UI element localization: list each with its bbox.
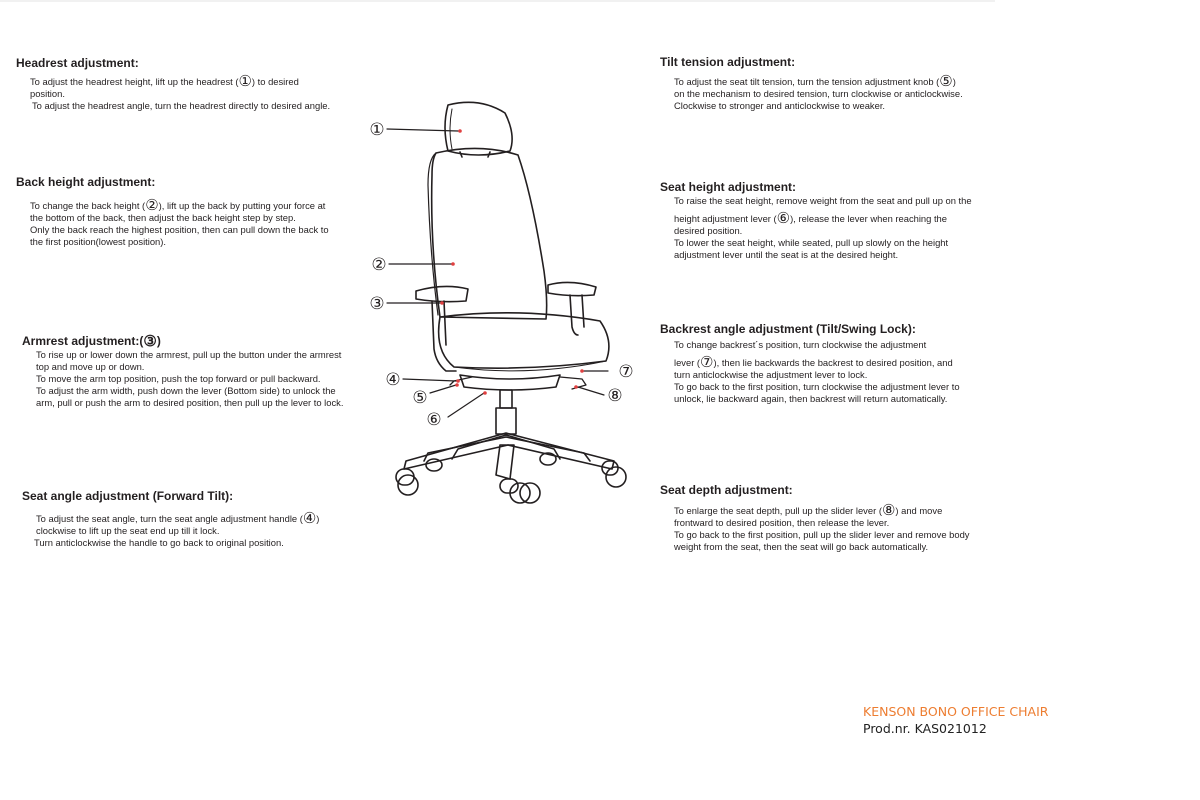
diagram-marker-5: ⑤ xyxy=(412,388,428,408)
diagram-marker-3: ③ xyxy=(369,294,385,314)
diagram-marker-2: ② xyxy=(371,255,387,275)
right-armrest-shape xyxy=(548,282,596,295)
caster-wheel xyxy=(500,479,540,503)
headrest-body xyxy=(30,72,331,112)
back-height-body xyxy=(30,196,329,248)
backrest-angle-title: Backrest angle adjustment (Tilt/Swing Lock): xyxy=(660,322,916,336)
backrest-angle-section xyxy=(660,322,960,405)
seat-depth-section xyxy=(660,483,969,553)
back-height-line: the first position(lowest position). xyxy=(30,236,166,247)
armrest-section xyxy=(22,334,343,409)
headrest-line: To adjust the headrest height, lift up the headrest ( xyxy=(30,76,239,87)
seat-depth-line: frontward to desired position, then release the lever. xyxy=(674,517,890,528)
diagram-marker-8: ⑧ xyxy=(607,386,623,406)
office-chair-illustration xyxy=(360,95,650,515)
marker-4: ④ xyxy=(302,509,317,527)
backrest-angle-line: To change backrest´s position, turn clockwise the adjustment xyxy=(674,339,927,350)
seat-angle-line: ) xyxy=(316,513,320,524)
tilt-tension-line: ) xyxy=(952,76,956,87)
product-name: KENSON BONO OFFICE CHAIR xyxy=(863,704,1049,719)
seat-height-body xyxy=(674,195,972,261)
seat-depth-line: ) and move xyxy=(895,505,943,516)
tilt-tension-section xyxy=(660,55,963,112)
seat-angle-line: Turn anticlockwise the handle to go back to original position. xyxy=(34,537,284,548)
back-height-line: To change the back height ( xyxy=(30,200,146,211)
backrest-angle-line: lever ( xyxy=(674,357,701,368)
marker-1: ① xyxy=(238,72,252,90)
marker-6: ⑥ xyxy=(776,209,791,227)
tilt-tension-body xyxy=(674,72,963,112)
back-height-title: Back height adjustment: xyxy=(16,175,156,189)
seat-depth-line: To go back to the first position, pull up the slider lever and remove body xyxy=(674,529,970,540)
armrest-line: To move the arm top position, push the top forward or pull backward. xyxy=(36,373,321,384)
seat-height-section xyxy=(660,180,972,261)
armrest-line: arm, pull or push the arm to desired position, then pull up the lever to lock. xyxy=(36,397,344,408)
backrest-shape xyxy=(432,148,547,319)
product-info xyxy=(863,703,1048,737)
headrest-line: ) to desired xyxy=(251,76,299,87)
armrest-title-text: Armrest adjustment:( xyxy=(22,334,144,348)
seat-height-line: To lower the seat height, while seated, pull up slowly on the height xyxy=(674,237,949,248)
left-armrest-shape xyxy=(416,286,468,301)
backrest-angle-line: To go back to the first position, turn clockwise the adjustment lever to xyxy=(674,381,960,392)
backrest-angle-line: unlock, lie backward again, then backrest will return automatically. xyxy=(674,393,948,404)
seat-angle-title: Seat angle adjustment (Forward Tilt): xyxy=(22,489,234,503)
marker-3: ③ xyxy=(143,332,157,350)
armrest-title xyxy=(22,334,343,349)
tilt-tension-line: on the mechanism to desired tension, turn clockwise or anticlockwise. xyxy=(674,88,963,99)
headrest-shape xyxy=(445,102,512,155)
seat-angle-section xyxy=(22,489,319,549)
marker-8: ⑧ xyxy=(881,501,896,519)
seat-angle-body xyxy=(34,509,320,549)
seat-height-line: ), release the lever when reaching the xyxy=(790,213,947,224)
seat-height-line: desired position. xyxy=(674,225,743,236)
mechanism-shape xyxy=(460,375,560,390)
marker-7: ⑦ xyxy=(700,353,714,371)
seat-height-title: Seat height adjustment: xyxy=(660,180,797,194)
armrest-line: top and move up or down. xyxy=(36,361,145,372)
tilt-tension-line: To adjust the seat tilt tension, turn the tension adjustment knob ( xyxy=(674,76,940,87)
diagram-marker-4: ④ xyxy=(385,370,401,390)
backrest-angle-body xyxy=(674,339,960,405)
caster-wheel xyxy=(396,469,418,495)
marker-5: ⑤ xyxy=(939,72,953,90)
seat-depth-title: Seat depth adjustment: xyxy=(660,483,793,497)
seat-depth-line: To enlarge the seat depth, pull up the slider lever ( xyxy=(674,505,882,516)
caster-wheel xyxy=(426,459,442,471)
armrest-body xyxy=(36,349,343,409)
armrest-line: To adjust the arm width, push down the lever (Bottom side) to unlock the xyxy=(36,385,336,396)
marker-2: ② xyxy=(145,196,159,214)
backrest-angle-line: turn anticlockwise the adjustment lever to lock. xyxy=(674,369,868,380)
headrest-title: Headrest adjustment: xyxy=(16,56,139,70)
seat-angle-line: To adjust the seat angle, turn the seat angle adjustment handle ( xyxy=(36,513,303,524)
headrest-line: To adjust the headrest angle, turn the headrest directly to desired angle. xyxy=(32,100,331,111)
headrest-section xyxy=(16,56,330,112)
caster-wheel xyxy=(602,461,626,487)
top-rule xyxy=(0,0,995,2)
seat-depth-line: weight from the seat, then the seat will go back automatically. xyxy=(674,541,929,552)
backrest-angle-line: ), then lie backwards the backrest to desired position, and xyxy=(713,357,953,368)
armrest-line: To rise up or lower down the armrest, pull up the button under the armrest xyxy=(36,349,342,360)
diagram-marker-7: ⑦ xyxy=(618,362,634,382)
seat-height-line: height adjustment lever ( xyxy=(674,213,777,224)
diagram-marker-1: ① xyxy=(369,120,385,140)
seat-height-line: adjustment lever until the seat is at the desired height. xyxy=(674,249,899,260)
seat-depth-body xyxy=(674,501,970,553)
seat-height-line: To raise the seat height, remove weight from the seat and pull up on the xyxy=(674,195,972,206)
diagram-marker-6: ⑥ xyxy=(426,410,442,430)
back-height-line: the bottom of the back, then adjust the back height step by step. xyxy=(30,212,296,223)
back-height-section xyxy=(16,175,329,248)
tilt-tension-line: Clockwise to stronger and anticlockwise to weaker. xyxy=(674,100,886,111)
headrest-line: position. xyxy=(30,88,65,99)
armrest-title-end: ) xyxy=(156,334,161,348)
tilt-tension-title: Tilt tension adjustment: xyxy=(660,55,796,69)
product-number: Prod.nr. KAS021012 xyxy=(863,721,987,736)
back-height-line: ), lift up the back by putting your force at xyxy=(158,200,326,211)
seat-angle-line: clockwise to lift up the seat end up till it lock. xyxy=(36,525,220,536)
back-height-line: Only the back reach the highest position, then can pull down the back to xyxy=(30,224,329,235)
